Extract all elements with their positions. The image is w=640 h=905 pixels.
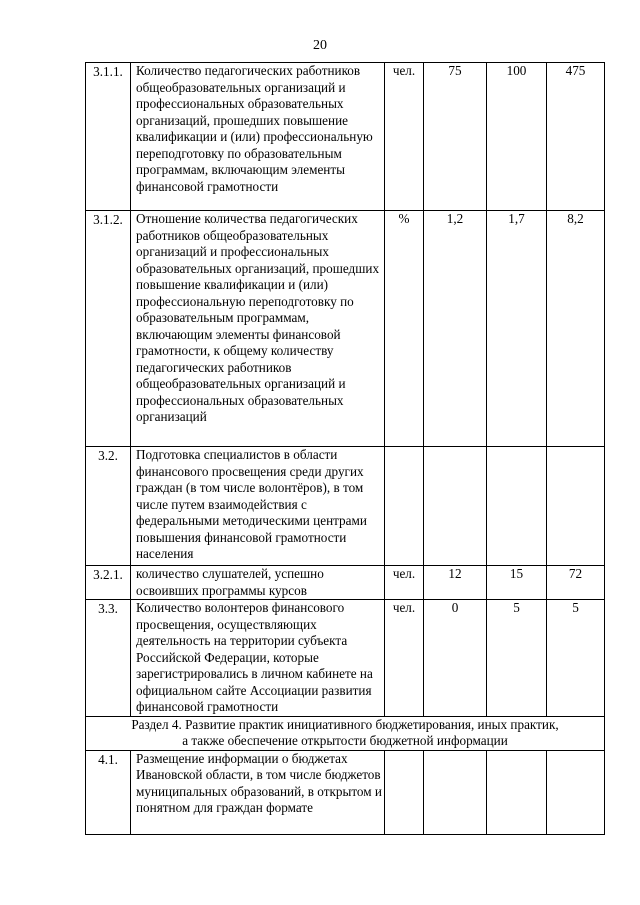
indicators-table [85, 62, 605, 835]
row-value-3 [547, 447, 605, 566]
table-row [86, 63, 605, 211]
row-value-2: 15 [487, 566, 547, 600]
row-description: Количество волонтеров финансового просвещения, осуществляющих деятельность на территории субъекта Российской Федерации, которые зарегистрировались в личном кабинете на официальном сайте Ассоциации развития финансовой грамотности [131, 600, 385, 717]
table-row [86, 566, 605, 600]
table-row [86, 750, 605, 834]
row-unit: чел. [385, 600, 424, 717]
row-description: Количество педагогических работников общеобразовательных организаций и профессиональных образовательных организаций, прошедших повышение квалификации и (или) профессиональную переподготовку по образовательным программам, включающим элементы финансовой грамотности [131, 63, 385, 211]
row-number: 3.1.1. [86, 63, 131, 211]
row-value-3: 475 [547, 63, 605, 211]
row-unit [385, 447, 424, 566]
row-number: 3.2.1. [86, 566, 131, 600]
row-number: 4.1. [86, 750, 131, 834]
row-unit: % [385, 211, 424, 447]
row-value-1: 1,2 [424, 211, 487, 447]
section-header-row [86, 716, 605, 750]
page-number: 20 [313, 38, 327, 53]
row-value-3: 8,2 [547, 211, 605, 447]
row-unit: чел. [385, 566, 424, 600]
table-row [86, 447, 605, 566]
row-description: Отношение количества педагогических работников общеобразовательных организаций и профессиональных образовательных организаций, прошедших повышение квалификации и (или) профессиональную переподготовку по образовательным программам, включающим элементы финансовой грамотности, к общему количеству педагогических работников общеобразовательных организаций и профессиональных образовательных организаций [131, 211, 385, 447]
row-value-3: 5 [547, 600, 605, 717]
section-title-line-1: Раздел 4. Развитие практик инициативного бюджетирования, иных практик, [131, 716, 559, 732]
row-value-2 [487, 447, 547, 566]
row-unit [385, 750, 424, 834]
table-row [86, 600, 605, 717]
row-value-1 [424, 447, 487, 566]
row-description: Подготовка специалистов в области финансового просвещения среди других граждан (в том числе волонтёров), в том числе путем взаимодействия с федеральными методическими центрами повышения финансовой грамотности населения [131, 447, 385, 566]
row-value-3: 72 [547, 566, 605, 600]
section-header [86, 716, 605, 750]
row-value-1: 12 [424, 566, 487, 600]
row-value-2 [487, 750, 547, 834]
row-value-1 [424, 750, 487, 834]
row-description: количество слушателей, успешно освоивших программы курсов [131, 566, 385, 600]
row-value-2: 5 [487, 600, 547, 717]
row-number: 3.1.2. [86, 211, 131, 447]
row-number: 3.3. [86, 600, 131, 717]
row-unit: чел. [385, 63, 424, 211]
table-row [86, 211, 605, 447]
row-value-2: 1,7 [487, 211, 547, 447]
row-number: 3.2. [86, 447, 131, 566]
section-title-line-2: а также обеспечение открытости бюджетной информации [182, 733, 508, 748]
row-value-3 [547, 750, 605, 834]
row-value-2: 100 [487, 63, 547, 211]
row-description: Размещение информации о бюджетах Ивановской области, в том числе бюджетов муниципальных образований, в открытом и понятном для граждан формате [131, 750, 385, 834]
row-value-1: 0 [424, 600, 487, 717]
row-value-1: 75 [424, 63, 487, 211]
